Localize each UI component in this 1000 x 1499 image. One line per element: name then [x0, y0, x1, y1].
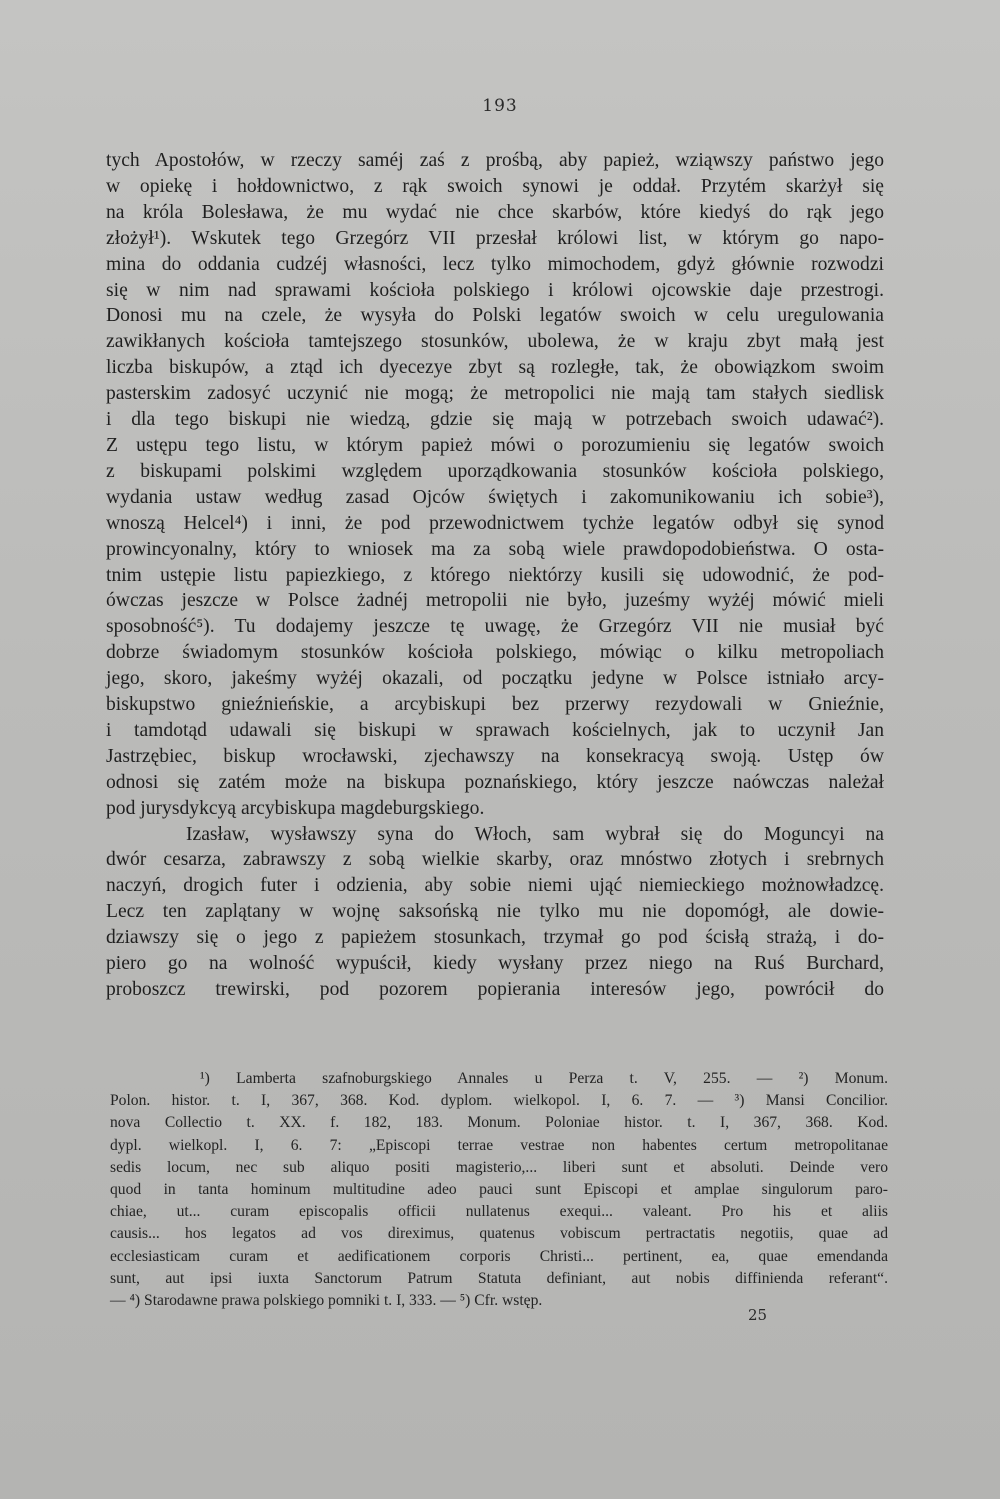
page-number: 193	[482, 96, 518, 116]
footnote-line: sedis locum, nec sub aliquo positi magisterio,... liberi sunt et absoluti. Deinde vero	[110, 1158, 888, 1176]
text-line: i tamdotąd udawali się biskupi w sprawach kościelnych, jak to uczynił Jan	[106, 719, 884, 741]
text-line: mina do oddania cudzéj własności, lecz tylko mimochodem, gdyż głównie rozwodzi	[106, 253, 884, 275]
text-line: jego, skoro, jakeśmy wyżéj okazali, od początku jedyne w Polsce istniało arcy-	[106, 668, 884, 690]
text-line: ówczas jeszcze w Polsce żadnéj metropolii nie było, juześmy wyżéj mówić mieli	[106, 590, 884, 612]
text-line: sposobność⁵). Tu dodajemy jeszcze tę uwagę, że Grzegórz VII nie musiał być	[106, 616, 884, 638]
text-line: dziawszy się o jego z papieżem stosunkach, trzymał go pod ścisłą strażą, i do-	[106, 927, 884, 949]
text-line: złożył¹). Wskutek tego Grzegórz VII przesłał królowi list, w którym go napo-	[106, 227, 884, 249]
text-line: pod jurysdykcyą arcybiskupa magdeburgskiego.	[106, 797, 485, 819]
text-line: naczyń, drogich futer i odzienia, aby sobie niemi ująć niemieckiego możnowładzcę.	[106, 875, 884, 897]
main-text	[106, 148, 884, 1003]
text-line: z biskupami polskimi względem uporządkowania stosunków kościoła polskiego,	[106, 460, 884, 482]
footnote-line: nova Collectio t. XX. f. 182, 183. Monum. Poloniae histor. t. I, 367, 368. Kod.	[110, 1114, 888, 1132]
footnote-line: Polon. histor. t. I, 367, 368. Kod. dyplom. wielkopol. I, 6. 7. — ³) Mansi Concilior.	[110, 1092, 888, 1110]
text-line: biskupstwo gnieźnieńskie, a arcybiskupi bez przerwy rezydowali w Gnieźnie,	[106, 694, 884, 716]
footnote-line: ¹) Lamberta szafnoburgskiego Annales u Perza t. V, 255. — ²) Monum.	[200, 1070, 888, 1087]
text-line: tych Apostołów, w rzeczy saméj zaś z prośbą, aby papież, wziąwszy państwo jego	[106, 150, 884, 171]
text-line: i dla tego biskupi nie wiedzą, gdzie się mają w potrzebach swoich udawać²).	[106, 409, 884, 431]
text-line: Jastrzębiec, biskup wrocławski, zjechawszy na konsekracyą swoją. Ustęp ów	[106, 745, 884, 767]
text-line: Lecz ten zaplątany w wojnę saksońską nie tylko mu nie dopomógł, ale dowie-	[106, 901, 884, 923]
text-line: proboszcz trewirski, pod pozorem popierania interesów jego, powrócił do	[106, 979, 884, 1000]
footnote-line: quod in tanta hominum multitudine adeo pauci sunt Episcopi et amplae singulorum paro-	[110, 1181, 888, 1199]
text-line: piero go na wolność wypuścił, kiedy wysłany przez niego na Ruś Burchard,	[106, 953, 884, 975]
text-line: prowincyonalny, który to wniosek ma za sobą wiele prawdopodobieństwa. O osta-	[106, 538, 884, 560]
text-line: pasterskim zadosyć uczynić nie mogą; że metropolici nie mają tam stałych siedlisk	[106, 383, 884, 405]
text-line: Izasław, wysławszy syna do Włoch, sam wybrał się do Moguncyi na	[186, 823, 884, 845]
footnote-line: sunt, aut ipsi iuxta Sanctorum Patrum Statuta definiant, aut nobis diffinienda referant“.	[110, 1269, 888, 1287]
footnote-line: causis... hos legatos ad vos direximus, quatenus vobiscum pertractatis negotiis, quae ad	[110, 1225, 888, 1243]
text-line: odnosi się zatém może na biskupa poznańskiego, który jeszcze naówczas należał	[106, 771, 884, 793]
text-line: na króla Bolesława, że mu wydać nie chce skarbów, które kiedyś do rąk jego	[106, 201, 884, 223]
printer-signature-mark: 25	[748, 1306, 768, 1324]
text-line: Donosi mu na czele, że wysyła do Polski legatów swoich w celu uregulowania	[106, 305, 884, 327]
footnote-line: chiae, ut... curam episcopalis officii nullatenus exequi... valeant. Pro his et aliis	[110, 1203, 888, 1221]
text-line: liczba biskupów, a ztąd ich dyecezye zbyt są rozległe, tak, że obowiązkom swoim	[106, 357, 884, 379]
text-line: tnim ustępie listu papiezkiego, z którego niektórzy kusili się udowodnić, że pod-	[106, 564, 884, 586]
text-line: dobrze świadomym stosunków kościoła polskiego, mówiąc o kilku metropoliach	[106, 642, 884, 664]
text-line: Z ustępu tego listu, w którym papież mówi o porozumieniu się legatów swoich	[106, 434, 884, 456]
text-line: się w nim nad sprawami kościoła polskiego i królowi ojcowskie daje przestrogi.	[106, 279, 884, 301]
footnote-line: dypl. wielkopl. I, 6. 7: „Episcopi terrae vestrae non habentes certum metropolitanae	[110, 1136, 888, 1154]
footnotes	[110, 1068, 888, 1312]
footnote-line: ecclesiasticam curam et aedificationem corporis Christi... pertinent, ea, quae emendanda	[110, 1247, 888, 1265]
text-line: w opiekę i hołdownictwo, z rąk swoich synowi je oddał. Przytém skarżył się	[106, 175, 884, 197]
text-line: zawikłanych kościoła tamtejszego stosunków, ubolewa, że w kraju zbyt małą jest	[106, 331, 884, 353]
text-line: wydania ustaw według zasad Ojców świętych i zakomunikowaniu ich sobie³),	[106, 486, 884, 508]
text-line: dwór cesarza, zabrawszy z sobą wielkie skarby, oraz mnóstwo złotych i srebrnych	[106, 849, 884, 871]
footnote-line: — ⁴) Starodawne prawa polskiego pomniki t. I, 333. — ⁵) Cfr. wstęp.	[110, 1292, 543, 1310]
text-line: wnoszą Helcel⁴) i inni, że pod przewodnictwem tychże legatów odbył się synod	[106, 512, 884, 534]
